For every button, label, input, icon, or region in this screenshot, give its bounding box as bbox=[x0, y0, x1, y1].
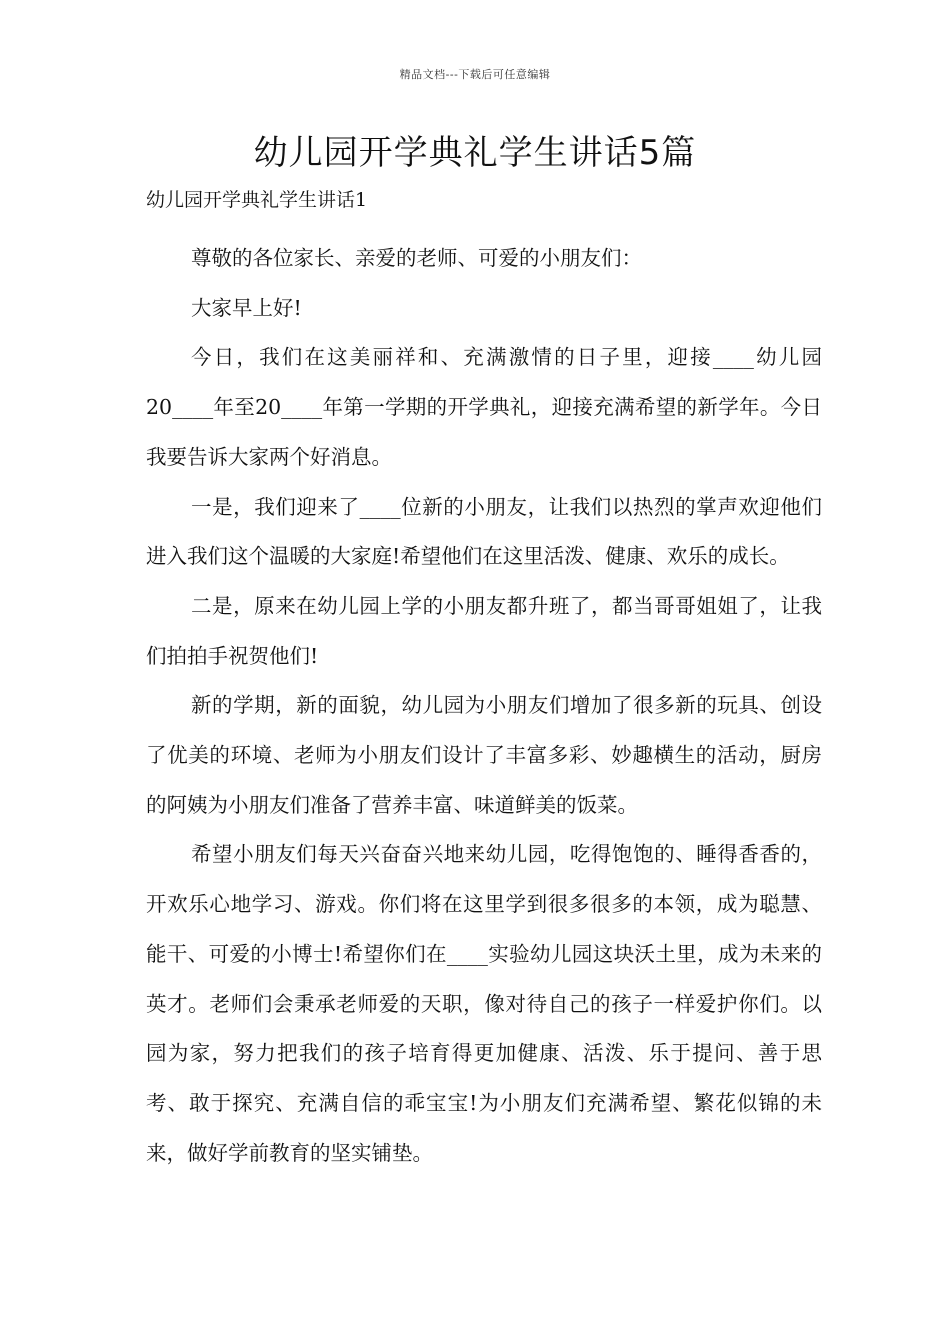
paragraph-news-two: 二是，原来在幼儿园上学的小朋友都升班了，都当哥哥姐姐了，让我们拍拍手祝贺他们! bbox=[146, 593, 822, 668]
paragraph-hopes: 希望小朋友们每天兴奋奋兴地来幼儿园，吃得饱饱的、睡得香香的，开欢乐心地学习、游戏。你们将在这里学到很多很多的本领，成为聪慧、能干、可爱的小博士!希望你们在____实验幼儿园这块沃土里，成为未来的英才。老师们会秉承老师爱的天职，像对待自己的孩子一样爱护你们。以园为家，努力把我们的孩子培育得更加健康、活泼、乐于提问、善于思考、敢于探究、充满自信的乖宝宝!为小朋友们充满希望、繁花似锦的未来，做好学前教育的坚实铺垫。 bbox=[146, 842, 822, 1165]
paragraph-new-semester: 新的学期，新的面貌，幼儿园为小朋友们增加了很多新的玩具、创设了优美的环境、老师为小朋友们设计了丰富多彩、妙趣横生的活动，厨房的阿姨为小朋友们准备了营养丰富、味道鲜美的饭菜。 bbox=[146, 693, 822, 817]
paragraph-greeting: 尊敬的各位家长、亲爱的老师、可爱的小朋友们： bbox=[191, 246, 642, 270]
section-heading: 幼儿园开学典礼学生讲话1 bbox=[146, 189, 368, 211]
paragraph-opening: 今日，我们在这美丽祥和、充满激情的日子里，迎接____幼儿园20____年至20____年第一学期的开学典礼，迎接充满希望的新学年。今日我要告诉大家两个好消息。 bbox=[146, 345, 822, 469]
document-title: 幼儿园开学典礼学生讲话5篇 bbox=[253, 133, 697, 173]
header-note: 精品文档---下载后可任意编辑 bbox=[399, 68, 551, 81]
document-body bbox=[146, 234, 822, 1178]
paragraph-good-morning: 大家早上好! bbox=[191, 295, 302, 320]
paragraph-news-one: 一是，我们迎来了____位新的小朋友，让我们以热烈的掌声欢迎他们进入我们这个温暖的大家庭!希望他们在这里活泼、健康、欢乐的成长。 bbox=[146, 494, 822, 569]
